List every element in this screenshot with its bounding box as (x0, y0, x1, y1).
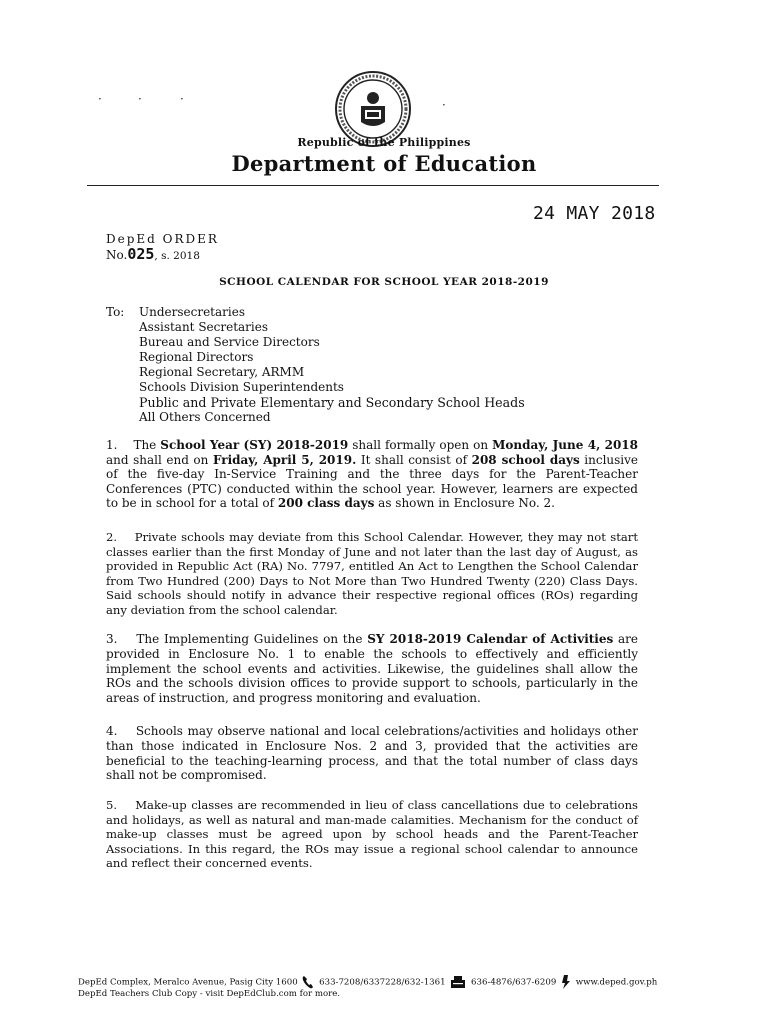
web-icon (561, 975, 571, 989)
header-divider (87, 185, 659, 186)
paragraph-number: 5. (106, 798, 118, 812)
footer-fax: 636-4876/637-6209 (471, 977, 557, 988)
paragraph-text: inclusive of the five-day In-Service Training and the three days for the Parent-Teacher Conferences (PTC) conducted within the school year. However, learners are expected to be in school for a total of (106, 452, 639, 510)
paragraph-emphasis: Friday, April 5, 2019. (212, 452, 357, 467)
scan-speck: · (138, 92, 142, 106)
order-subject: SCHOOL CALENDAR FOR SCHOOL YEAR 2018-2019 (219, 276, 549, 288)
recipient-item: Public and Private Elementary and Secondary School Heads (139, 395, 525, 410)
header-republic: Republic of the Philippines (297, 136, 471, 149)
order-date: 24 MAY 2018 (533, 203, 656, 224)
paragraph-text: Make-up classes are recommended in lieu of class cancellations due to celebrations and holidays, as well as natural and man-made calamities. Mechanism for the conduct of make-up classes must be agreed upon by school heads and the Parent-Teacher Associations. In this regard, the ROs may issue a regional school calendar to announce and reflect their concerned events. (106, 798, 638, 871)
scan-speck: · (442, 98, 446, 112)
paragraph-emphasis: School Year (SY) 2018-2019 (160, 438, 349, 452)
paragraph-text: The Implementing Guidelines on the (136, 632, 368, 646)
recipients-block (106, 305, 525, 425)
paragraph-text: The (133, 438, 161, 452)
paragraph-text: and shall end on (106, 452, 213, 467)
paragraph-emphasis: SY 2018-2019 Calendar of Activities (367, 632, 614, 646)
fax-icon (450, 975, 466, 989)
paragraph-text: as shown in Enclosure No. 2. (374, 496, 555, 510)
footer-website[interactable]: www.deped.gov.ph (575, 977, 658, 988)
footer-copy-note: DepEd Teachers Club Copy - visit DepEdClub.com for more. (78, 989, 341, 999)
paragraph-3 (106, 632, 638, 706)
recipient-item: Bureau and Service Directors (139, 335, 320, 349)
paragraph-text: It shall consist of (356, 452, 472, 467)
paragraph-emphasis: Monday, June 4, 2018 (492, 438, 639, 452)
recipient-list (139, 305, 525, 425)
paragraph-text: shall formally open on (348, 438, 493, 452)
paragraph-number: 2. (106, 530, 118, 544)
scan-speck: · (180, 92, 184, 106)
footer-contact-line (78, 975, 678, 989)
recipient-item: Regional Directors (139, 350, 254, 364)
paragraph-emphasis: 208 school days (471, 452, 580, 467)
paragraph-4 (106, 724, 638, 783)
recipient-item: Undersecretaries (139, 305, 245, 319)
footer-address: DepEd Complex, Meralco Avenue, Pasig City 1600 (78, 977, 298, 988)
order-number-block (106, 232, 219, 264)
order-number (106, 247, 219, 264)
paragraph-number: 1. (106, 438, 118, 452)
order-title: DepEd ORDER (106, 232, 219, 246)
header-department: Department of Education (231, 151, 537, 176)
recipient-item: Assistant Secretaries (139, 320, 269, 334)
paragraph-number: 4. (106, 724, 118, 738)
scan-speck: · (98, 92, 102, 106)
paragraph-number: 3. (106, 632, 118, 646)
recipient-item: Schools Division Superintendents (139, 380, 344, 394)
footer-phone: 633-7208/6337228/632-1361 (319, 977, 446, 988)
paragraph-text: Schools may observe national and local celebrations/activities and holidays other than those indicated in Enclosure Nos. 2 and 3, provided that the activities are beneficial to the teaching-learning process, and that the total number of class days shall not be compromised. (106, 724, 638, 783)
paragraph-text: are provided in Enclosure No. 1 to enable the schools to effectively and efficiently implement the school events and activities. Likewise, the guidelines shall allow the ROs and the schools division offices to provide support to schools, particularly in the areas of instruction, and progress monitoring and evaluation. (106, 632, 638, 706)
order-no-value: 025 (127, 245, 155, 263)
paragraph-5 (106, 798, 638, 871)
order-no-prefix: No. (106, 248, 128, 262)
recipient-item: Regional Secretary, ARMM (139, 365, 305, 379)
footer (78, 975, 678, 1000)
paragraph-1 (106, 438, 638, 511)
telephone-icon (302, 975, 314, 989)
to-label: To: (106, 305, 125, 319)
paragraph-emphasis: 200 class days (277, 496, 375, 510)
recipient-item: All Others Concerned (139, 410, 271, 424)
paragraph-2 (106, 530, 638, 618)
paragraph-text: Private schools may deviate from this School Calendar. However, they may not start classes earlier than the first Monday of June and not later than the last day of August, as provided in Republic Act (RA) No. 7797, entitled An Act to Lengthen the School Calendar from Two Hundred (200) Days to Not More than Two Hundred Twenty (220) Class Days. Said schools should notify in advance their respective regional offices (ROs) regarding any deviation from the school calendar. (106, 530, 638, 617)
order-series: , s. 2018 (154, 250, 200, 262)
